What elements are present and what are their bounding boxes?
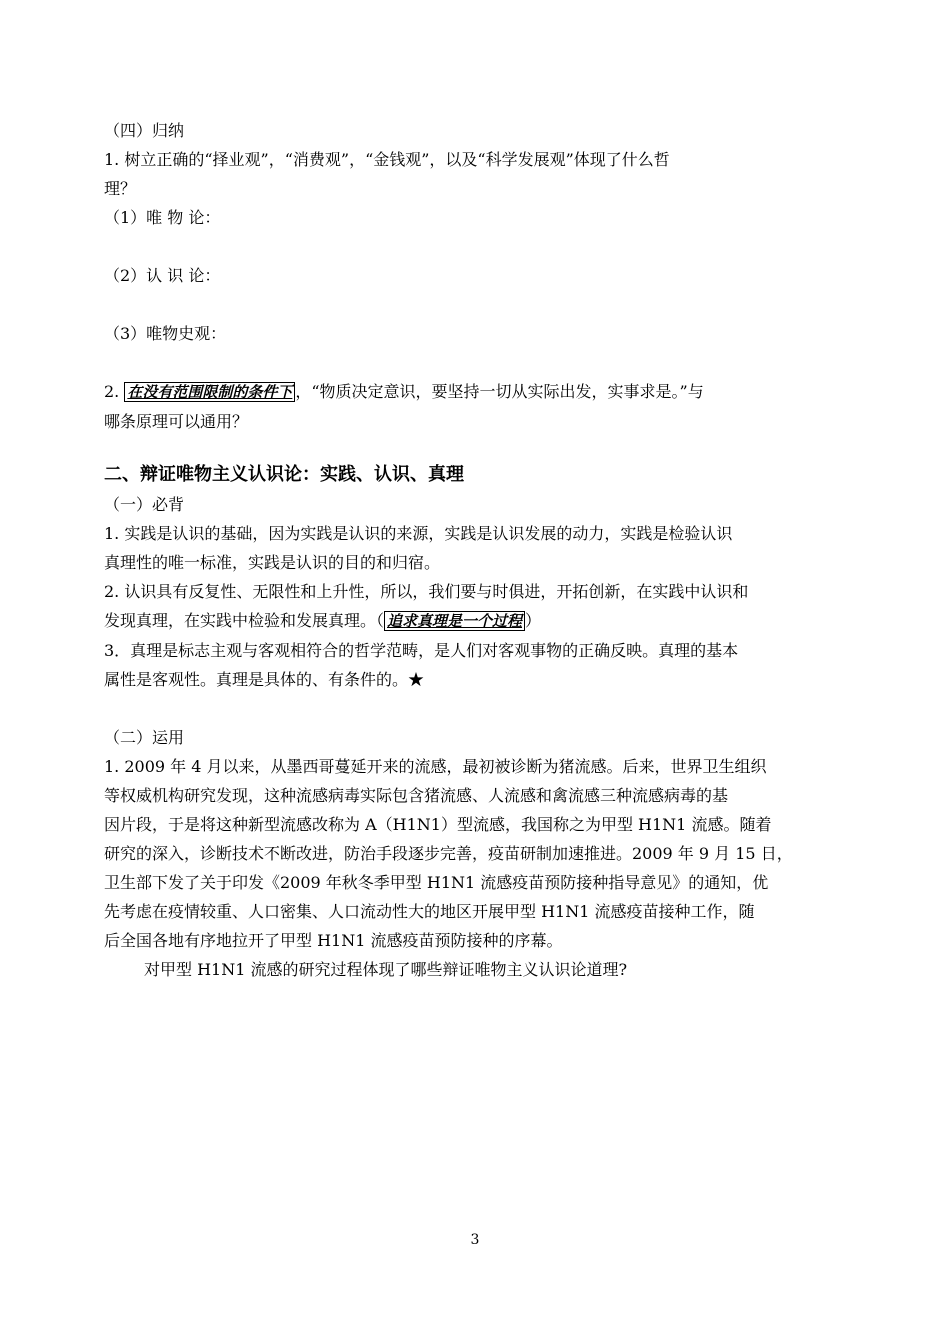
point-2-line-2-suffix: ）	[525, 611, 542, 630]
answer-item-materialism: （1）唯 物 论：	[104, 208, 221, 227]
point-1-line-2: 真理性的唯一标准，实践是认识的目的和归宿。	[104, 553, 441, 572]
page-number: 3	[470, 1232, 480, 1248]
question-2-boxed-phrase: 在没有范围限制的条件下	[124, 382, 295, 402]
point-2-line-2-prefix: 发现真理，在实践中检验和发展真理。（	[104, 611, 385, 630]
answer-item-epistemology: （2）认 识 论：	[104, 266, 221, 285]
section-summary-title: （四）归纳	[104, 121, 185, 140]
application-title: （二）运用	[104, 728, 185, 747]
point-2-line-2	[104, 606, 854, 636]
application-paragraph-line: 1. 2009 年 4 月以来，从墨西哥蔓延开来的流感，最初被诊断为猪流感。后来，世界卫生组织	[104, 757, 767, 776]
point-3-line-1: 3．真理是标志主观与客观相符合的哲学范畴，是人们对客观事物的正确反映。真理的基本	[104, 641, 739, 660]
point-2-line-1: 2. 认识具有反复性、无限性和上升性，所以，我们要与时俱进，开拓创新，在实践中认识和	[104, 582, 749, 601]
point-1-line-1: 1. 实践是认识的基础，因为实践是认识的来源，实践是认识发展的动力，实践是检验认识	[104, 524, 733, 543]
point-3-line-2: 属性是客观性。真理是具体的、有条件的。★	[104, 670, 425, 689]
application-paragraph-line: 因片段，于是将这种新型流感改称为 A（H1N1）型流感，我国称之为甲型 H1N1 流感。随着	[104, 815, 772, 834]
application-paragraph-line: 卫生部下发了关于印发《2009 年秋冬季甲型 H1N1 流感疫苗预防接种指导意见》的通知，优	[104, 873, 769, 892]
application-question: 对甲型 H1N1 流感的研究过程体现了哪些辩证唯物主义认识论道理?	[144, 960, 628, 979]
question-1-line-1: 1. 树立正确的“择业观”，“消费观”，“金钱观”，以及“科学发展观”体现了什么哲	[104, 150, 670, 169]
question-2-prefix: 2.	[104, 382, 125, 401]
application-paragraph-line: 后全国各地有序地拉开了甲型 H1N1 流感疫苗预防接种的序幕。	[104, 931, 563, 950]
answer-item-historical-materialism: （3）唯物史观：	[104, 324, 227, 343]
must-memorize-title: （一）必背	[104, 495, 185, 514]
application-paragraph-line: 等权威机构研究发现，这种流感病毒实际包含猪流感、人流感和禽流感三种流感病毒的基	[104, 786, 729, 805]
question-1-line-2: 理？	[104, 179, 137, 198]
application-paragraph-line: 先考虑在疫情较重、人口密集、人口流动性大的地区开展甲型 H1N1 流感疫苗接种工作，随	[104, 902, 755, 921]
page-content	[104, 116, 854, 984]
question-2-line-2: 哪条原理可以通用？	[104, 412, 249, 431]
question-2-rest: ，“物质决定意识，要坚持一切从实际出发，实事求是。”与	[295, 382, 704, 401]
section-two-heading: 二、辩证唯物主义认识论：实践、认识、真理	[104, 464, 464, 485]
application-paragraph-line: 研究的深入，诊断技术不断改进，防治手段逐步完善，疫苗研制加速推进。2009 年 9 月 15 日，	[104, 844, 793, 863]
question-2-line-1	[104, 377, 854, 407]
point-2-boxed-phrase: 追求真理是一个过程	[384, 611, 525, 631]
